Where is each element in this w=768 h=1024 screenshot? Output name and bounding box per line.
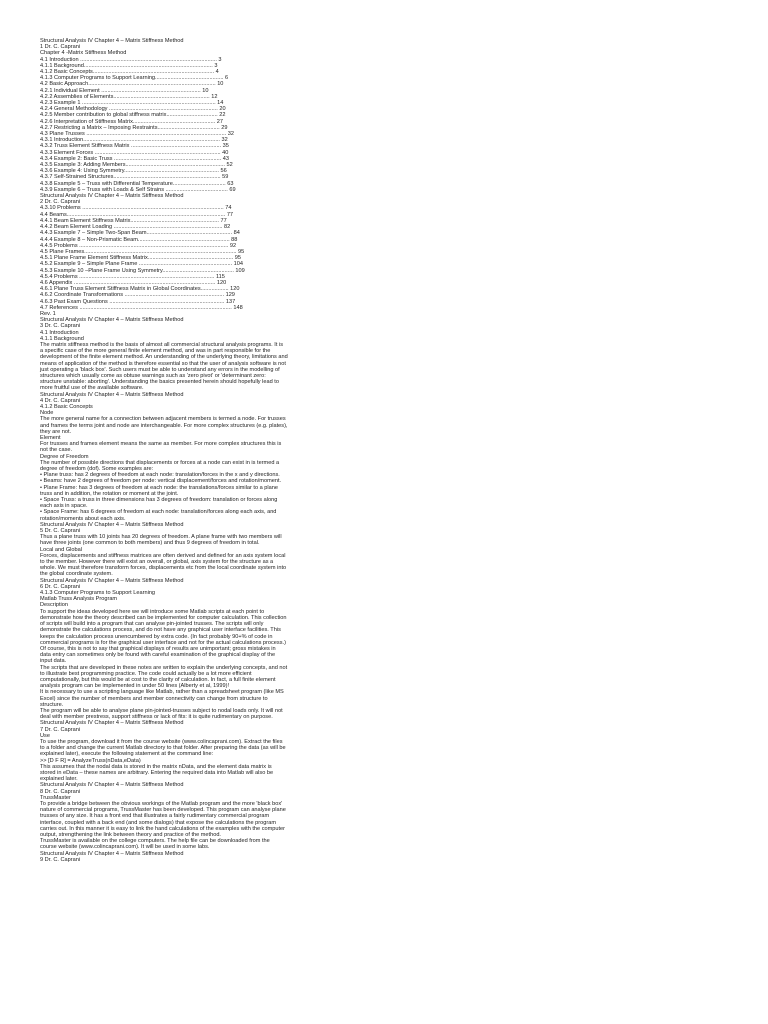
text-line: structure unstable: aborting'. Understanding the basics presented herein should hopefully lead to: [40, 379, 279, 386]
text-line: Matlab Truss Analysis Program: [40, 596, 118, 603]
text-line: 4.1.3 Computer Programs to Support Learning............................................ 6: [40, 75, 229, 82]
text-line: 4.3.2 Truss Element Stiffness Matrix .......................................................... 35: [40, 143, 229, 150]
text-line: Chapter 4 -Matrix Stiffness Method: [40, 50, 127, 57]
text-line: structures which usually come as obtuse warnings such as 'zero pivot' or 'determinant zero:: [40, 372, 266, 379]
text-line: 4.2.6 Interpretation of Stiffness Matrix..................................................... 27: [40, 118, 224, 125]
text-line: they are not.: [40, 428, 72, 435]
text-line: carries out. In this manner it is easy to link the hand calculations of the examples with the computer: [40, 825, 286, 832]
text-line: The program will be able to analyse plane pin-jointed-trusses subject to nodal loads only. It will not: [40, 707, 283, 714]
text-line: To support the ideas developed here we will introduce some Matlab scripts at each point to: [40, 608, 265, 615]
text-line: Description: [40, 602, 68, 609]
text-line: computationally, but this would be at cost to the clarity of calculation. In fact, a full finite element: [40, 676, 276, 683]
text-line: 4.4.1 Beam Element Stiffness Matrix......................................................... 77: [40, 217, 227, 224]
text-line: to illustrate best programming practice. The code could actually be a lot more efficient: [40, 670, 252, 677]
text-line: Forces, displacements and stiffness matrices are often derived and defined for an axis system local: [40, 552, 286, 559]
text-line: 4.3.7 Self-Strained Structures..................................................................... 59: [40, 174, 229, 181]
text-line: • Plane truss: has 2 degrees of freedom at each node: translation/forces in the x and y directions.: [40, 472, 280, 479]
text-line: The number of possible directions that displacements or forces at a node can exist in is termed a: [40, 459, 280, 466]
text-line: development of the finite element method. An understanding of the underlying theory, limitations and: [40, 354, 288, 361]
text-line: 4.5.2 Example 9 – Simple Plane Frame ............................................................ 104: [40, 261, 244, 268]
text-line: 4.5.4 Problems ....................................................................................... 115: [40, 273, 225, 280]
text-line: 4.1.1 Background: [40, 335, 84, 342]
text-line: degree of freedom (dof). Some examples are:: [40, 466, 154, 473]
text-line: 4.3.5 Example 3: Adding Members................................................................ 52: [40, 162, 233, 169]
text-line: whole. We must therefore transform forces, displacements etc from the local coordinate system into: [40, 565, 287, 572]
text-line: 4.5.3 Example 10 –Plane Frame Using Symmetry.............................................. 109: [40, 267, 245, 274]
text-line: 4.2.3 Example 1 ...................................................................................... 14: [40, 100, 224, 107]
text-line: 4.2 Basic Approach.................................................................................. 10: [40, 81, 224, 88]
text-line: Structural Analysis IV Chapter 4 – Matrix Stiffness Method: [40, 317, 184, 324]
text-line: Structural Analysis IV Chapter 4 – Matrix Stiffness Method: [40, 577, 184, 584]
text-line: input data.: [40, 658, 67, 665]
text-line: It is necessary to use a scripting language like Matlab, rather than a spreadsheet program (like MS: [40, 689, 284, 696]
text-line: • Space Frame: has 6 degrees of freedom at each node: translation/forces along each axis, and: [40, 509, 277, 516]
text-line: TrussMaster: [40, 794, 71, 801]
text-line: 9 Dr. C. Caprani: [40, 856, 81, 863]
text-line: just operating a 'black box'. Such users must be able to understand any errors in the modelling of: [40, 366, 280, 373]
text-line: Excel) since the number of members and member connectivity can change from structure to: [40, 695, 268, 702]
text-line: the global coordinate system.: [40, 571, 113, 578]
text-line: 4 Dr. C. Caprani: [40, 397, 81, 404]
text-line: The more general name for a connection between adjacent members is termed a node. For trusses: [40, 416, 286, 423]
text-line: >> [D F R] = AnalyzeTruss(nData,eData): [40, 757, 141, 764]
text-line: structure.: [40, 701, 64, 708]
text-line: 5 Dr. C. Caprani: [40, 528, 81, 535]
text-line: means of application of the method is therefore essential so that the user of analysis software is not: [40, 360, 286, 367]
text-line: Use: [40, 732, 50, 739]
text-line: trusses of any size. It has a front end that illustrates a fairly rudimentary commercial program: [40, 813, 270, 820]
text-line: 4.3.1 Introduction........................................................................................ 32: [40, 137, 228, 144]
text-line: This assumes that the nodal data is stored in the matrix nData, and the element data matrix is: [40, 763, 272, 770]
text-line: rotation/moments about each axis.: [40, 515, 126, 522]
text-line: nature of commercial programs, TrussMaster has been developed. This program can analyse plane: [40, 807, 286, 814]
text-line: 4.1.3 Computer Programs to Support Learning: [40, 590, 156, 597]
text-line: course website (www.colincaprani.com). It will be used in some labs.: [40, 844, 210, 851]
text-line: and frames the terms joint and node are interchangeable. For more complex structures (e.g. plates),: [40, 422, 288, 429]
text-line: • Beams: have 2 degrees of freedom per node: vertical displacement/forces and rotation/moment.: [40, 478, 282, 485]
text-line: 4.2.7 Restricting a Matrix – Imposing Restraints........................................ 29: [40, 124, 228, 131]
text-line: 4.6.1 Plane Truss Element Stiffness Matrix in Global Coordinates.................. 120: [40, 286, 240, 293]
text-line: 4.5 Plane Frames.................................................................................................. 95: [40, 248, 245, 255]
document-body: [40, 38, 370, 863]
text-line: a specific case of the more general finite element method, and was in part responsible for the: [40, 348, 271, 355]
text-line: 4.4.4 Example 8 – Non-Prismatic Beam........................................................... 88: [40, 236, 238, 243]
text-line: explained later), execute the following statement at the command line:: [40, 751, 214, 758]
text-line: Structural Analysis IV Chapter 4 – Matrix Stiffness Method: [40, 521, 184, 528]
text-line: • Plane Frame: has 3 degrees of freedom at each node: the translations/forces similar to a plane: [40, 484, 278, 491]
text-line: explained later.: [40, 776, 78, 783]
text-line: 4.2.5 Member contribution to global stiffness matrix................................. 22: [40, 112, 226, 119]
text-line: To use the program, download it from the course website (www.colincaprani.com). Extract the files: [40, 738, 283, 745]
text-line: 4.3.3 Element Forces ................................................................................. 40: [40, 149, 229, 156]
text-line: 4.4.2 Beam Element Loading ...................................................................... 82: [40, 224, 231, 231]
text-line: For trusses and frames element means the same as member. For more complex structures this is: [40, 441, 282, 448]
text-line: each axis in space.: [40, 503, 88, 510]
text-line: to a folder and change the current Matlab directory to that folder. After preparing the data (as will be: [40, 745, 286, 752]
text-line: 4.3 Plane Trusses .......................................................................................... 32: [40, 131, 234, 138]
text-line: 4.3.8 Example 5 – Truss with Differential Temperature.................................. 63: [40, 180, 234, 187]
text-line: 4.4 Beams...................................................................................................... 77: [40, 211, 234, 218]
text-line: 4.5.1 Plane Frame Element Stiffness Matrix....................................................... 95: [40, 255, 242, 262]
text-line: Structural Analysis IV Chapter 4 – Matrix Stiffness Method: [40, 193, 184, 200]
text-line: TrussMaster is available on the college computers. The help file can be downloaded from the: [40, 838, 270, 845]
text-line: Structural Analysis IV Chapter 4 – Matrix Stiffness Method: [40, 782, 184, 789]
text-line: 4.1 Introduction: [40, 329, 79, 336]
text-line: 4.3.6 Example 4: Using Symmetry............................................................. 56: [40, 168, 227, 175]
text-line: more fruitful use of the available software.: [40, 385, 144, 392]
text-line: Structural Analysis IV Chapter 4 – Matrix Stiffness Method: [40, 720, 184, 727]
text-line: deal with member prestress, support stiffness or lack of fits: it is quite rudimentary on purpose.: [40, 714, 273, 721]
text-line: Degree of Freedom: [40, 453, 89, 460]
text-line: • Space Truss: a truss in three dimensions has 3 degrees of freedom: translation or forces along: [40, 497, 278, 504]
text-line: 6 Dr. C. Caprani: [40, 583, 81, 590]
text-line: Local and Global: [40, 546, 82, 553]
text-line: 2 Dr. C. Caprani: [40, 199, 81, 206]
text-line: have three joints (one common to both members) and thus 9 degrees of freedom in total.: [40, 540, 260, 547]
text-line: Structural Analysis IV Chapter 4 – Matrix Stiffness Method: [40, 391, 184, 398]
text-line: The scripts that are developed in these notes are written to explain the underlying concepts, and not: [40, 664, 288, 671]
text-line: 4.6 Appendix ........................................................................................... 120: [40, 279, 227, 286]
text-line: 4.4.3 Example 7 – Simple Two-Span Beam....................................................... 84: [40, 230, 240, 237]
text-line: interface, coupled with a back end (and some dialogs) that expose the calculations the program: [40, 819, 277, 826]
text-line: 4.6.2 Coordinate Transformations ................................................................ 129: [40, 292, 235, 299]
text-line: of scripts will build into a program that can analyse pin-jointed trusses. The scripts will only: [40, 621, 264, 628]
text-line: stored in eData – these names are arbitrary. Entering the required data into Matlab will also be: [40, 769, 274, 776]
text-line: 8 Dr. C. Caprani: [40, 788, 81, 795]
text-line: Of course, this is not to say that graphical displays of results are unimportant; gross mistakes in: [40, 645, 276, 652]
text-line: Thus a plane truss with 10 joints has 20 degrees of freedom. A plane frame with two members will: [40, 534, 282, 541]
text-line: to the member. However there will exist an overall, or global, axis system for the structure as a: [40, 559, 274, 566]
text-line: 4.3.4 Example 2: Basic Truss ..................................................................... 43: [40, 155, 230, 162]
text-line: output, strengthening the link between theory and practice of the method.: [40, 832, 221, 838]
text-line: Rev. 1: [40, 310, 56, 317]
text-line: 4.3.9 Example 6 – Truss with Loads & Self Strains ........................................ 69: [40, 186, 236, 193]
text-line: demonstrate how the theory described can be implemented for computer calculation. This collection: [40, 614, 287, 621]
text-line: 1 Dr. C. Caprani: [40, 44, 81, 51]
text-line: Structural Analysis IV Chapter 4 – Matrix Stiffness Method: [40, 850, 184, 857]
text-line: 3 Dr. C. Caprani: [40, 323, 81, 330]
text-line: Node: [40, 410, 54, 417]
text-line: 4.1.2 Basic Concepts.............................................................................. 4: [40, 69, 219, 76]
text-line: 4.2.2 Assemblies of Elements.............................................................. 12: [40, 93, 218, 100]
text-line: 4.3.10 Problems ........................................................................................... 74: [40, 205, 232, 212]
text-line: 4.1.1 Background................................................................................... 3: [40, 62, 218, 69]
text-line: keeps the calculation process unencumbered by extra code. (In fact probably 90+% of code in: [40, 633, 273, 640]
text-line: not the case.: [40, 447, 73, 454]
text-line: 4.1 Introduction ........................................................................................ 3: [40, 56, 222, 63]
text-line: To provide a bridge between the obvious workings of the Matlab program and the more 'black box': [40, 800, 283, 807]
text-line: The matrix stiffness method is the basis of almost all commercial structural analysis programs. It is: [40, 341, 283, 348]
text-line: 7 Dr. C. Caprani: [40, 726, 81, 733]
text-line: truss and in addition, the rotation or moment at the joint.: [40, 490, 179, 497]
text-line: 4.6.3 Past Exam Questions .......................................................................... 137: [40, 298, 236, 305]
text-line: 4.1.2 Basic Concepts: [40, 403, 93, 410]
text-line: 4.4.5 Problems ................................................................................................ 92: [40, 242, 237, 249]
text-line: analysis program can be implemented in under 50 lines (Alberty et al, 1999)!: [40, 683, 230, 690]
text-line: 4.2.1 Individual Element ................................................................ 10: [40, 87, 209, 94]
text-line: 4.2.4 General Methodology ...................................................................... 20: [40, 106, 226, 113]
text-line: Element: [40, 435, 61, 441]
text-line: data entry can sometimes only be found with careful examination of the graphical display of the: [40, 652, 276, 659]
text-line: commercial programs is for the graphical user interface and not for the actual calculations process.): [40, 639, 286, 646]
text-line: demonstrate the calculations process, and do not have any graphical user interface facilities. This: [40, 627, 281, 634]
text-line: 4.7 References .................................................................................................. 148: [40, 304, 243, 311]
text-line: Structural Analysis IV Chapter 4 – Matrix Stiffness Method: [40, 38, 184, 44]
